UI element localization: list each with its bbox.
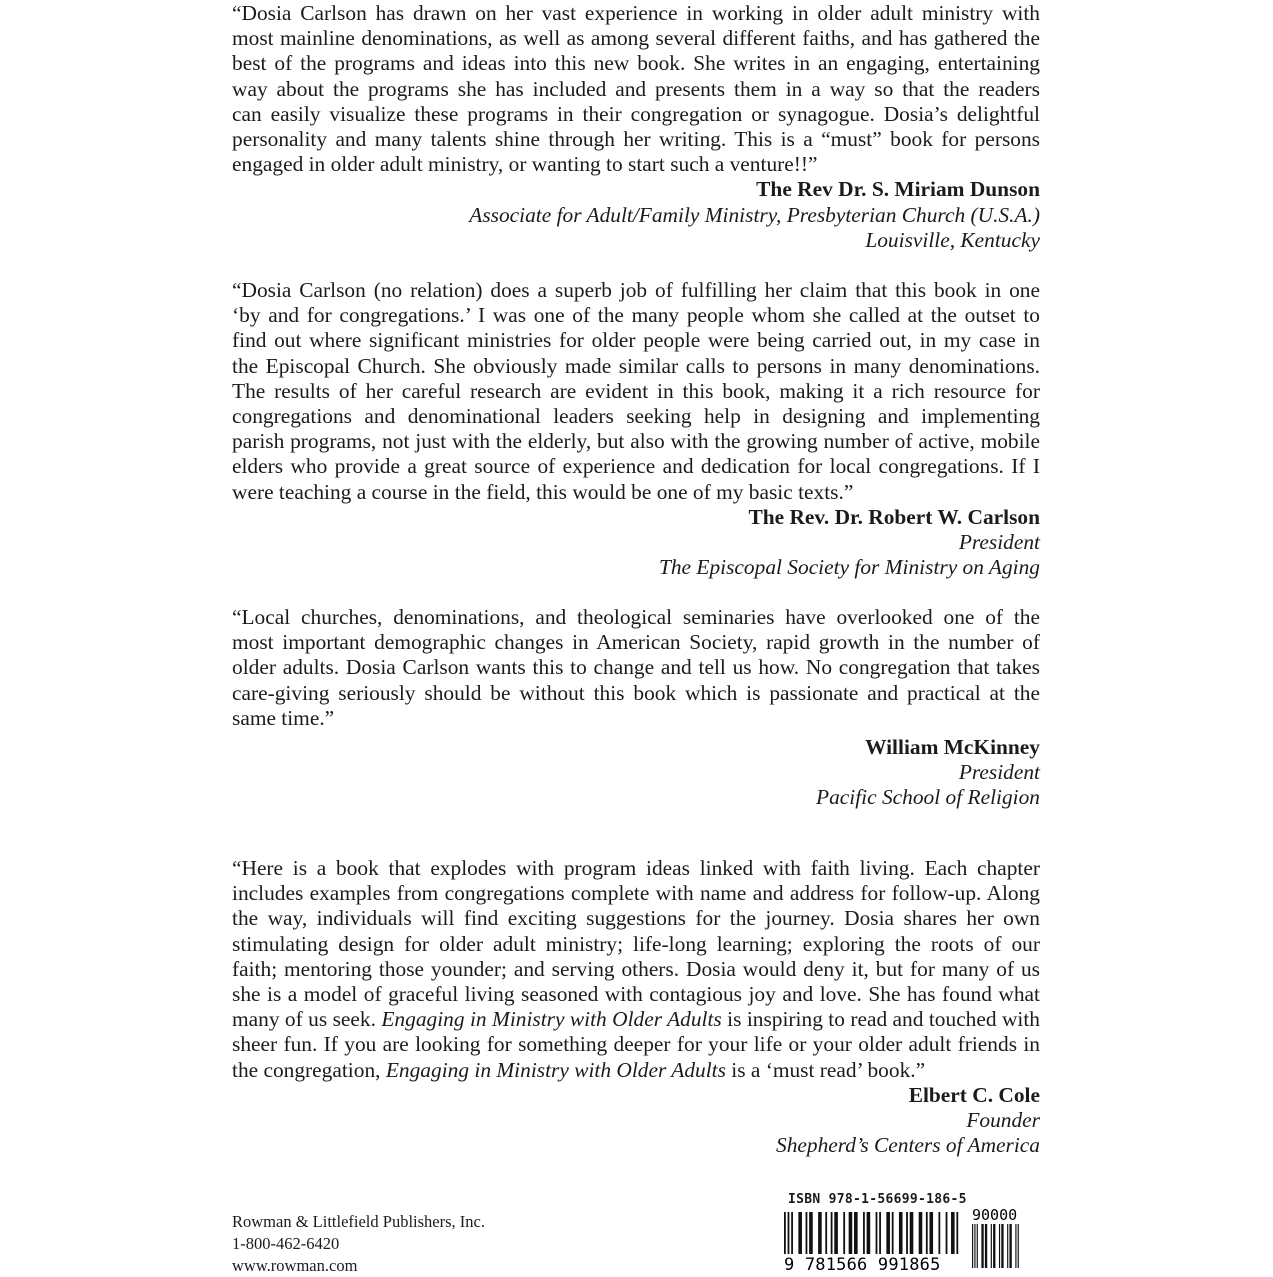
text-line: find out where significant ministries for older people were being carried out, in my case in: [232, 328, 1040, 353]
text-line: most important demographic changes in American Society, rapid growth in the number of: [232, 630, 1040, 655]
author-name: The Rev. Dr. Robert W. Carlson: [748, 504, 1040, 529]
barcode-bar: [977, 1224, 978, 1268]
testimonial-2: [232, 278, 1040, 580]
barcode-graphic: [784, 1208, 1024, 1272]
addon-bars: [972, 1224, 1019, 1268]
barcode-bar: [974, 1224, 975, 1268]
barcode-bar: [1015, 1224, 1016, 1268]
author-role: Founder: [966, 1108, 1040, 1133]
barcode-bar: [831, 1212, 833, 1254]
barcode-bar: [809, 1212, 813, 1254]
text-line: older adults. Dosia Carlson wants this to change and tell us how. No congregation that takes: [232, 655, 1040, 680]
testimonial-1-attribution: [232, 177, 1040, 253]
text-line: can easily visualize these programs in their congregation or synagogue. Dosia’s delightful: [232, 101, 1040, 126]
testimonial-4-attribution: [232, 1083, 1040, 1159]
ean-digits: 9 781566 991865: [784, 1255, 941, 1272]
publisher-website: www.rowman.com: [232, 1256, 358, 1275]
barcode-bar: [999, 1224, 1000, 1268]
barcode-bar: [867, 1212, 871, 1254]
author-role: President: [958, 530, 1040, 555]
testimonial-3-text: [232, 605, 1040, 731]
addon-digits: 90000: [972, 1208, 1018, 1224]
text-line: “Here is a book that explodes with program ideas linked with faith living. Each chapter: [232, 856, 1040, 880]
author-organization: The Episcopal Society for Ministry on Aging: [658, 555, 1040, 580]
text-line: “Local churches, denominations, and theological seminaries have overlooked one of the: [232, 605, 1040, 629]
author-organization: Pacific School of Religion: [816, 785, 1040, 810]
text-fragment: many of us seek.: [232, 1007, 382, 1032]
text-line: congregations and denominational leaders seeking help in designing and implementing: [232, 404, 1040, 429]
testimonial-4-text: [232, 856, 1040, 1083]
text-line: personality and many talents shine through her writing. This is a “must” book for persons: [232, 127, 1040, 152]
barcode-bar: [1009, 1224, 1011, 1268]
text-line: The results of her careful research are evident in this book, making it a rich resource for: [232, 378, 1040, 403]
barcode-bar: [956, 1212, 958, 1254]
barcode-bar: [985, 1224, 987, 1268]
publisher-info: [232, 1211, 485, 1277]
text-line: [232, 1007, 1040, 1032]
barcode-bar: [854, 1212, 858, 1254]
barcode-bar: [863, 1212, 865, 1254]
text-line: sheer fun. If you are looking for something deeper for your life or your older adult friends in: [232, 1032, 1040, 1057]
barcode-bar: [946, 1212, 948, 1254]
text-line: way about the programs she has included and presents them in a way so that the readers: [232, 76, 1040, 101]
text-line: care-giving seriously should be without this book which is passionate and practical at the: [232, 680, 1040, 705]
barcode-bar: [879, 1212, 881, 1254]
text-line: the way, individuals will find exciting suggestions for the journey. Dosia shares her own: [232, 906, 1040, 931]
barcode-bar: [972, 1224, 973, 1268]
text-line: elders who provide a great source of experience and dedication for local congregations. If I: [232, 454, 1040, 479]
text-line: engaged in older adult ministry, or wanting to start such a venture!!”: [232, 152, 818, 177]
barcode-bar: [834, 1212, 838, 1254]
barcode-bar: [929, 1212, 933, 1254]
text-line: most mainline denominations, as well as among several different faiths, and has gathered the: [232, 26, 1040, 51]
barcode-bar: [951, 1212, 955, 1254]
barcode-bar: [899, 1212, 903, 1254]
testimonial-3: [232, 605, 1040, 811]
barcode-bar: [981, 1224, 983, 1268]
testimonial-4: [232, 856, 1040, 1158]
barcode-bar: [919, 1212, 923, 1254]
author-name: The Rev Dr. S. Miriam Dunson: [756, 177, 1040, 202]
text-line: stimulating design for older adult ministry; life-long learning; exploring the roots of our: [232, 931, 1040, 956]
isbn-label: ISBN 978-1-56699-186-5: [788, 1192, 967, 1207]
barcode-bar: [876, 1212, 878, 1254]
text-fragment: is inspiring to read and touched with: [721, 1007, 1041, 1032]
testimonial-3-attribution: [232, 735, 1040, 811]
text-fragment: the congregation,: [232, 1057, 386, 1082]
barcode-bar: [906, 1212, 908, 1254]
barcode-bar: [818, 1212, 822, 1254]
barcode-bar: [991, 1224, 992, 1268]
publisher-phone: 1-800-462-6420: [232, 1234, 340, 1253]
author-role: President: [958, 760, 1040, 785]
text-line: best of the programs and ideas into this new book. She writes in an engaging, entertaining: [232, 51, 1040, 76]
author-location: Louisville, Kentucky: [865, 227, 1040, 252]
text-line: includes examples from congregations complete with name and address for follow-up. Along: [232, 881, 1040, 906]
text-line: “Dosia Carlson (no relation) does a superb job of fulfilling her claim that this book in one: [232, 278, 1040, 302]
barcode-bar: [926, 1212, 928, 1254]
barcode-bar: [791, 1212, 793, 1254]
text-fragment: is a ‘must read’ book.”: [725, 1057, 926, 1082]
text-line: [232, 1058, 1040, 1083]
barcode-bar: [886, 1212, 890, 1254]
barcode-bar: [910, 1212, 914, 1254]
testimonial-1-text: [232, 1, 1040, 177]
text-line: same time.”: [232, 705, 335, 730]
author-role: Associate for Adult/Family Ministry, Presbyterian Church (U.S.A.): [469, 202, 1040, 227]
text-line: ‘by and for congregations.’ I was one of the many people whom she called at the outset to: [232, 303, 1040, 328]
barcode-bar: [993, 1224, 995, 1268]
ean-bars: [784, 1212, 958, 1254]
barcode-bar: [1001, 1224, 1003, 1268]
testimonial-2-attribution: [232, 505, 1040, 581]
text-line: she is a model of graceful living seasoned with contagious joy and love. She has found what: [232, 982, 1040, 1007]
book-title: Engaging in Ministry with Older Adults: [381, 1007, 722, 1032]
barcode-bar: [892, 1212, 894, 1254]
text-line: “Dosia Carlson has drawn on her vast experience in working in older adult ministry with: [232, 1, 1040, 25]
barcode-bar: [849, 1212, 853, 1254]
barcode-bar: [1007, 1224, 1008, 1268]
barcode-bar: [825, 1212, 827, 1254]
publisher-name: Rowman & Littlefield Publishers, Inc.: [232, 1212, 485, 1231]
barcode-bar: [784, 1212, 786, 1254]
isbn-barcode: [784, 1192, 1024, 1272]
author-name: Elbert C. Cole: [908, 1082, 1040, 1107]
text-line: parish programs, not just with the elderly, but also with the growing number of active, mobile: [232, 429, 1040, 454]
text-line: faith; mentoring those younder; and serving others. Dosia would deny it, but for many of us: [232, 956, 1040, 981]
barcode-bar: [1018, 1224, 1019, 1268]
author-organization: Shepherd’s Centers of America: [776, 1133, 1040, 1158]
barcode-bar: [843, 1212, 845, 1254]
text-line: the Episcopal Church. She obviously made similar calls to persons in many denominations.: [232, 353, 1040, 378]
testimonial-2-text: [232, 278, 1040, 505]
barcode-bar: [788, 1212, 790, 1254]
testimonial-1: [232, 1, 1040, 253]
author-name: William McKinney: [865, 735, 1040, 760]
barcode-bar: [806, 1212, 808, 1254]
barcode-bar: [938, 1212, 940, 1254]
barcode-bar: [798, 1212, 802, 1254]
text-line: were teaching a course in the field, this would be one of my basic texts.”: [232, 479, 854, 504]
book-title: Engaging in Ministry with Older Adults: [385, 1057, 726, 1082]
